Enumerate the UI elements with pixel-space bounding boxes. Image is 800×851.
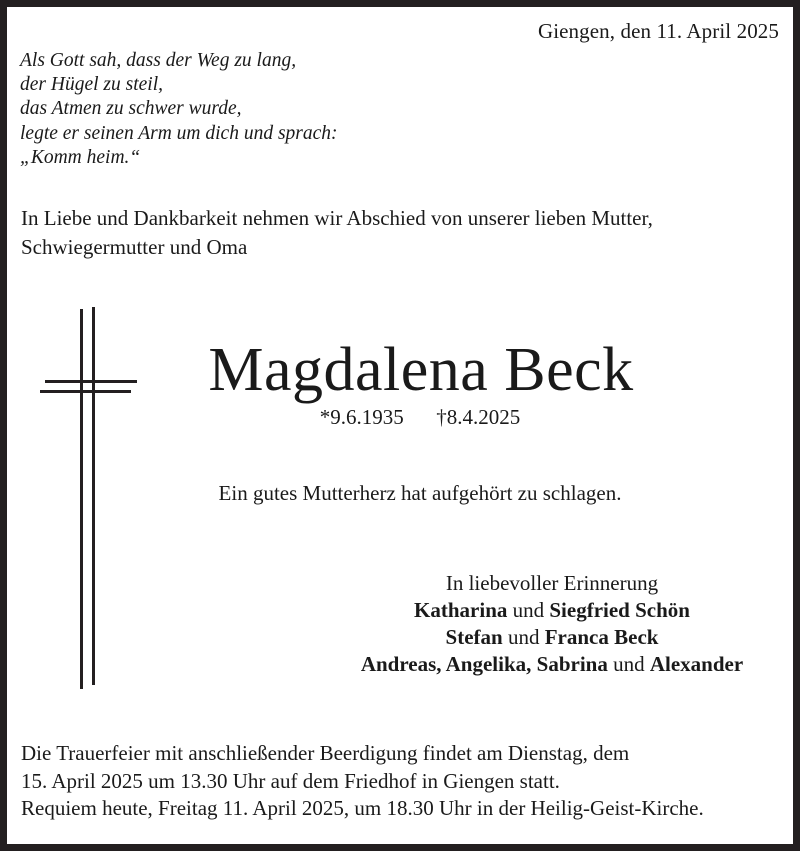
family-member-name: Siegfried Schön: [549, 598, 690, 622]
deceased-name: Magdalena Beck: [208, 336, 634, 404]
family-member-name: Andreas, Angelika, Sabrina: [360, 652, 608, 676]
funeral-detail-line: Die Trauerfeier mit anschließender Beerdigung findet am Dienstag, dem: [21, 741, 630, 765]
conjunction: und: [607, 652, 650, 676]
family-member-name: Katharina: [414, 598, 508, 622]
funeral-detail-line: 15. April 2025 um 13.30 Uhr auf dem Friedhof in Giengen statt.: [21, 768, 560, 793]
announcement-text: [21, 204, 773, 262]
epitaph-text: Ein gutes Mutterherz hat aufgehört zu schlagen.: [218, 481, 622, 505]
funeral-details: [21, 740, 779, 823]
birth-date: *9.6.1935: [319, 405, 404, 429]
announcement-line: Schwiegermutter und Oma: [21, 235, 248, 259]
family-member-name: Alexander: [649, 652, 744, 676]
announcement-line: In Liebe und Dankbarkeit nehmen wir Abschied von unserer lieben Mutter,: [21, 206, 653, 230]
conjunction: und: [502, 625, 545, 649]
family-member-name: Stefan: [445, 625, 503, 649]
family-member-line: [317, 651, 787, 678]
verse-line: das Atmen zu schwer wurde,: [20, 98, 242, 120]
family-member-line: [317, 597, 787, 624]
family-member-line: [317, 624, 787, 651]
family-member-name: Franca Beck: [544, 625, 659, 649]
verse-line: „Komm heim.“: [20, 146, 141, 168]
death-date: †8.4.2025: [436, 405, 521, 429]
life-dates: [7, 405, 800, 430]
place-and-date: Giengen, den 11. April 2025: [537, 19, 779, 43]
family-intro: In liebevoller Erinnerung: [445, 571, 659, 595]
verse-line: der Hügel zu steil,: [20, 74, 163, 96]
verse-line: legte er seinen Arm um dich und sprach:: [20, 122, 338, 144]
funeral-detail-line: Requiem heute, Freitag 11. April 2025, um 18.30 Uhr in der Heilig-Geist-Kirche.: [21, 796, 704, 820]
verse-line: Als Gott sah, dass der Weg zu lang,: [20, 50, 297, 71]
conjunction: und: [507, 598, 550, 622]
memorial-verse: [20, 49, 338, 170]
family-block: [317, 570, 787, 678]
